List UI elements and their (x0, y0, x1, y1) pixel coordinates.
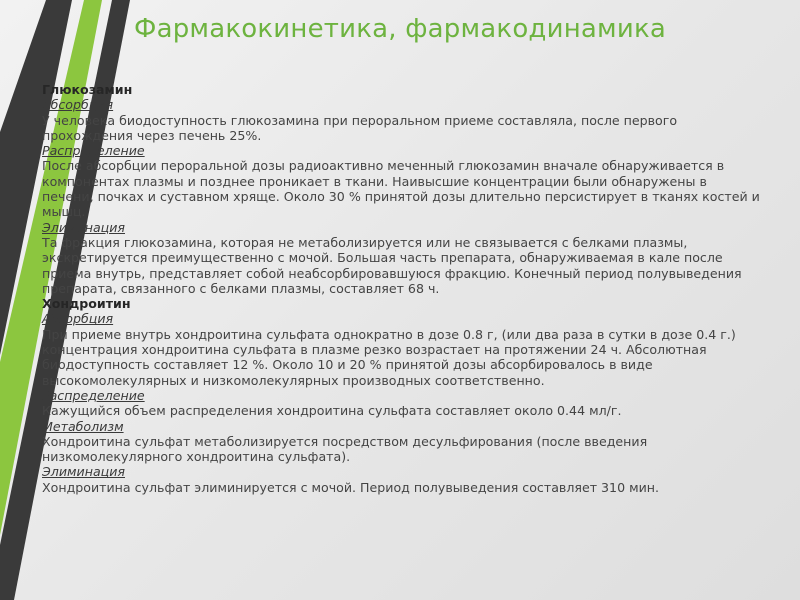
slide-title: Фармакокинетика, фармакодинамика (134, 14, 666, 44)
chondroitin-distribution-label: Распределение (42, 387, 145, 403)
chondroitin-elimination-text: Хондроитина сульфат элиминируется с мочой. Период полувыведения составляет 310 мин. (42, 479, 660, 495)
glucosamine-distribution-text: После абсорбции пероральной дозы радиоактивно меченный глюкозамин вначале обнаруживается в компонентах плазмы и позднее проникает в ткани. Наивысшие концентрации были обнаружены в печени, почках и суставном хряще. Около 30 % принятой дозы длительно персистирует в тканях костей и мышц. (42, 158, 760, 220)
chondroitin-heading: Хондроитин (42, 296, 131, 312)
chondroitin-metabolism-label: Метаболизм (42, 418, 124, 434)
chondroitin-distribution-text: Кажущийся объем распределения хондроитина сульфата составляет около 0.44 мл/г. (42, 403, 622, 419)
chondroitin-elimination-label: Элиминация (42, 464, 125, 480)
slide-content (42, 82, 762, 495)
glucosamine-heading: Глюкозамин (42, 82, 133, 97)
glucosamine-absorption-label: Абсорбция (42, 97, 114, 113)
glucosamine-elimination-text: Та фракция глюкозамина, которая не метаболизируется или не связывается с белками плазмы, экскретируется преимущественно с мочой. Большая часть препарата, обнаруживаемая в кале после приема внутрь, представляет собой неабсорбировавшуюся фракцию. Конечный период полувыведения препарата, связанного с белками плазмы, составляет 68 ч. (42, 234, 742, 296)
glucosamine-distribution-label: Распределение (42, 143, 145, 159)
chondroitin-metabolism-text: Хондроитина сульфат метаболизируется посредством десульфирования (после введения низкомолекулярного хондроитина сульфата). (42, 433, 648, 465)
chondroitin-absorption-label: Абсорбция (42, 311, 114, 327)
chondroitin-absorption-text: При приеме внутрь хондроитина сульфата однократно в дозе 0.8 г, (или два раза в сутки в дозе 0.4 г.) концентрация хондроитина сульфата в плазме резко возрастает на протяжении 24 ч. Абсолютная биодоступность составляет 12 %. Около 10 и 20 % принятой дозы абсорбировалось в виде высокомолекулярных и низкомолекулярных производных соответственно. (42, 326, 736, 388)
glucosamine-absorption-text: У человека биодоступность глюкозамина при пероральном приеме составляла, после первого прохождения через печень 25%. (42, 112, 678, 143)
glucosamine-elimination-label: Элиминация (42, 219, 125, 235)
